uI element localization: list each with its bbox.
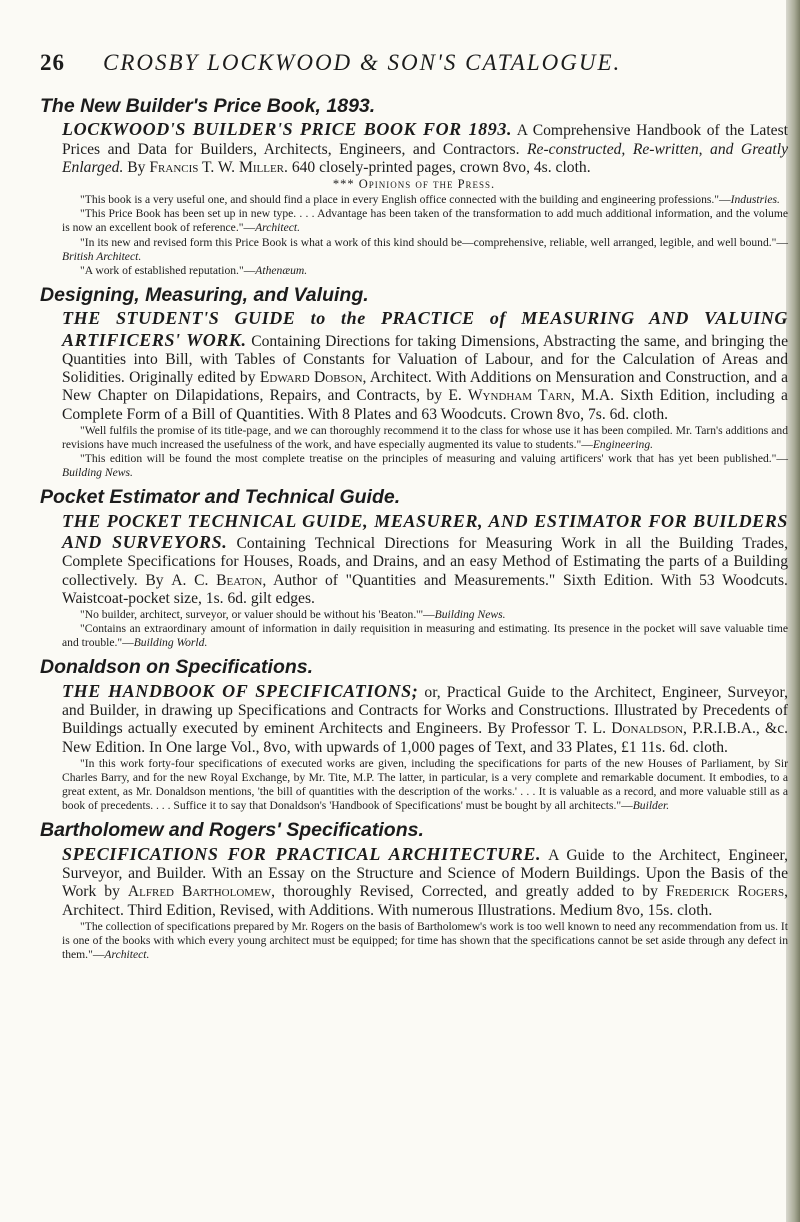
book-title: LOCKWOOD'S BUILDER'S PRICE BOOK FOR 1893. bbox=[62, 119, 513, 140]
press-quote: "In its new and revised form this Price Book is what a work of this kind should be—comprehensive, reliable, well arranged, legible, and well bound."—British Architect. bbox=[62, 235, 788, 263]
entry-builders-price-book bbox=[40, 96, 788, 278]
author-name: T. L. Donaldson, bbox=[575, 720, 687, 738]
author-name: Edward Dobson, bbox=[259, 369, 367, 387]
author-name: Alfred Bartholomew, bbox=[127, 883, 276, 901]
press-quote: "The collection of specifications prepared by Mr. Rogers on the basis of Bartholomew's work is too well known to need any recommendation from us. It is one of the books with which every young architect must be equipped; for time has shown that the specifications cannot be set aside through any defect in them."—Architect. bbox=[62, 919, 788, 962]
entry-bartholomew-rogers bbox=[40, 820, 788, 962]
entry-body: SPECIFICATIONS FOR PRACTICAL ARCHITECTURE. A Guide to the Architect, Engineer, Surveyor, and Builder. With an Essay on the Structure and Science of Modern Buildings. Upon the Basis of the Work by Alfred Bartholomew, thoroughly Revised, Corrected, and greatly added to by Frederick Rogers, Architect. Third Edition, Revised, with Additions. With numerous Illustrations. Medium 8vo, 15s. cloth. bbox=[62, 843, 788, 919]
section-heading: Pocket Estimator and Technical Guide. bbox=[40, 486, 401, 509]
author-name: A. C. Beaton, bbox=[171, 571, 267, 589]
section-heading: Designing, Measuring, and Valuing. bbox=[40, 283, 369, 306]
page-edge bbox=[786, 0, 800, 1222]
author-name: E. Wyndham Tarn, bbox=[448, 387, 575, 405]
running-title: CROSBY LOCKWOOD & SON'S CATALOGUE. bbox=[103, 50, 622, 75]
page-header bbox=[40, 50, 788, 76]
entry-body: LOCKWOOD'S BUILDER'S PRICE BOOK FOR 1893. A Comprehensive Handbook of the Latest Prices and Data for Builders, Architects, Engineers, and Contractors. Re-constructed, Re-written, and Greatly Enlarged. By Francis T. W. Miller. 640 closely-printed pages, crown 8vo, 4s. cloth. bbox=[62, 119, 788, 176]
press-quote: "No builder, architect, surveyor, or valuer should be without his 'Beaton.'"—Building News. bbox=[80, 608, 506, 621]
entry-donaldson-specifications bbox=[40, 657, 788, 813]
section-heading: The New Builder's Price Book, 1893. bbox=[40, 95, 376, 117]
press-quote: "Contains an extraordinary amount of information in daily requisition in measuring and estimating. Its presence in the pocket will save valuable time and trouble."—Building World. bbox=[62, 622, 788, 650]
opinions-heading: *** Opinions of the Press. bbox=[332, 177, 496, 192]
entry-body: THE STUDENT'S GUIDE to the PRACTICE of MEASURING AND VALUING ARTIFICERS' WORK. Containing Directions for taking Dimensions, Abstracting the same, and bringing the Quantities into Bill, with Tables of Constants for Valuation of Labour, and for the Calculation of Areas and Solidities. Originally edited by Edward Dobson, Architect. With Additions on Mensuration and Construction, and a New Chapter on Dilapidations, Repairs, and Contracts, by E. Wyndham Tarn, M.A. Sixth Edition, including a Complete Form of a Bill of Quantities. With 8 Plates and 63 Woodcuts. Crown 8vo, 7s. 6d. cloth. bbox=[62, 308, 789, 423]
press-quote: "This book is a very useful one, and should find a place in every English office connected with the building and engineering professions."—Industries. bbox=[80, 193, 780, 207]
book-title: SPECIFICATIONS FOR PRACTICAL ARCHITECTURE. bbox=[62, 843, 542, 864]
press-quote: "This Price Book has been set up in new type. . . . Advantage has been taken of the transformation to add much additional information, and the volume is now an excellent book of reference."—Architect. bbox=[62, 207, 788, 235]
press-quote: "A work of established reputation."—Athenæum. bbox=[80, 263, 308, 277]
book-title: THE POCKET TECHNICAL GUIDE, MEASURER, AND ESTIMATOR FOR BUILDERS AND SURVEYORS. bbox=[62, 510, 788, 553]
press-quote: "This edition will be found the most complete treatise on the principles of measuring and valuing artificers' work that has yet been published."—Building News. bbox=[62, 452, 788, 480]
section-heading: Donaldson on Specifications. bbox=[40, 656, 314, 679]
author-name: Frederick Rogers, bbox=[665, 883, 788, 901]
entry-measuring-valuing bbox=[40, 285, 788, 480]
catalogue-page bbox=[40, 50, 788, 962]
book-title: THE HANDBOOK OF SPECIFICATIONS; bbox=[62, 680, 419, 701]
entry-body: THE POCKET TECHNICAL GUIDE, MEASURER, AND ESTIMATOR FOR BUILDERS AND SURVEYORS. Containing Technical Directions for Measuring Work in all the Building Trades, Complete Specifications for Houses, Roads, and Drains, and an easy Method of Estimating the parts of a Building collectively. By A. C. Beaton, Author of "Quantities and Measurements." Sixth Edition. With 53 Woodcuts. Waistcoat-pocket size, 1s. 6d. gilt edges. bbox=[62, 510, 789, 607]
entry-pocket-estimator bbox=[40, 487, 788, 650]
press-quote: "Well fulfils the promise of its title-page, and we can thoroughly recommend it to the class for whose use it has been compiled. Mr. Tarn's additions and revisions have much increased the usefulness of the work, and have especially augmented its value to students."—Engineering. bbox=[62, 423, 788, 451]
section-heading: Bartholomew and Rogers' Specifications. bbox=[40, 819, 424, 842]
page-number: 26 bbox=[40, 50, 65, 75]
book-title: THE STUDENT'S GUIDE to the PRACTICE of MEASURING AND VALUING ARTIFICERS' WORK. bbox=[62, 308, 788, 350]
press-quote: "In this work forty-four specifications of executed works are given, including the specifications for parts of the new Houses of Parliament, by Sir Charles Barry, and for the new Royal Exchange, by Mr. Tite, M.P. The latter, in particular, is a very complete and remarkable document. It embodies, to a great extent, as Mr. Donaldson mentions, 'the bill of quantities with the description of the works.' . . . It is valuable as a record, and more valuable still as a book of precedents. . . . Suffice it to say that Donaldson's 'Handbook of Specifications' must be bought by all architects."—Builder. bbox=[62, 756, 788, 813]
entry-body: THE HANDBOOK OF SPECIFICATIONS; or, Practical Guide to the Architect, Engineer, Surveyor, and Builder, in drawing up Specifications and Contracts for Works and Constructions. Illustrated by Precedents of Buildings actually executed by eminent Architects and Engineers. By Professor T. L. Donaldson, P.R.I.B.A., &c. New Edition. In One large Vol., 8vo, with upwards of 1,000 pages of Text, and 33 Plates, £1 11s. 6d. cloth. bbox=[62, 680, 789, 756]
author-name: Francis T. W. Miller. bbox=[149, 158, 288, 176]
